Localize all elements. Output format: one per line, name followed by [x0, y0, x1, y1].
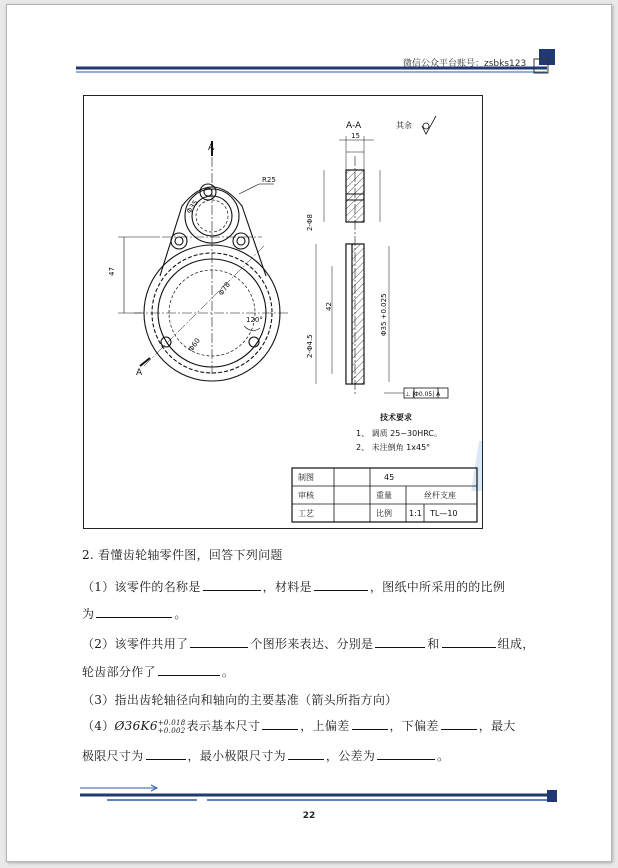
q1-text-e: 。: [174, 607, 187, 621]
q4-max-blank[interactable]: [146, 747, 186, 760]
section-mark-a-top: A: [208, 143, 215, 153]
q4-basic-blank[interactable]: [262, 717, 298, 730]
q4-sup-upper: +0.018: [157, 718, 186, 727]
q4-lower-blank[interactable]: [441, 717, 477, 730]
section-mark-a-bottom: A: [136, 368, 143, 378]
tb-r3c3: 1:1: [409, 509, 422, 518]
front-view-labels: [108, 143, 276, 378]
q2-view1-blank[interactable]: [375, 635, 425, 648]
q4-text-f: 极限尺寸为: [82, 749, 144, 763]
tolerance-frame-label: ⊥ |Φ0.05| A: [405, 391, 441, 398]
tech-requirements: [356, 412, 442, 452]
question-2-line-1: [82, 635, 535, 652]
header-bar: [7, 5, 611, 85]
section-label: A-A: [346, 121, 362, 131]
q2-text-e: 轮齿部分作了: [82, 665, 156, 679]
q4-sup-lower: +0.002: [157, 726, 186, 735]
q1-text-c: ，图纸中所采用的的比例: [369, 580, 506, 594]
header-account-text: 微信公众平台账号：zsbks123: [403, 59, 527, 69]
q2-text-d: 组成，: [497, 637, 535, 651]
q2-count-blank[interactable]: [190, 635, 248, 648]
drawing-canvas: [84, 96, 482, 528]
tech-item-1: 1、 调质 25~30HRC。: [356, 429, 442, 438]
dia-78-label: Φ78: [217, 280, 232, 298]
question-4-line-1: [82, 717, 516, 735]
radius-label: R25: [262, 176, 276, 184]
q4-text-c: ，上偏差: [300, 719, 350, 733]
angle-label: 120°: [246, 316, 263, 324]
tech-item-2: 2、 未注倒角 1x45°: [356, 443, 431, 452]
q4-text-i: 。: [437, 749, 450, 763]
section-view: [316, 116, 448, 398]
hole-spec-label: 2-Φ8: [306, 214, 314, 231]
question-1-line-2: [82, 605, 187, 622]
q4-text-b: 表示基本尺寸: [186, 719, 261, 733]
tb-r3c4: TL—10: [430, 509, 458, 518]
question-4-line-2: [82, 747, 449, 764]
q1-name-blank[interactable]: [203, 578, 261, 591]
dia-fit-label: Φ35 +0.025: [380, 293, 388, 336]
tb-r3c1: 工艺: [298, 509, 314, 518]
q4-symbol: Ø36K6: [114, 719, 158, 733]
hole-spec2-label: 2-Φ4.5: [306, 334, 314, 358]
engineering-drawing: [83, 95, 483, 529]
q2-text-a: （2）该零件共用了: [82, 637, 189, 651]
tb-r2c3: 丝杆支座: [424, 491, 456, 500]
q4-text-e: ，最大: [478, 719, 516, 733]
question-3: （3）指出齿轮轴径向和轴向的主要基准（箭头所指方向）: [82, 693, 398, 707]
dim-42-label: 42: [325, 302, 333, 311]
q2-text-b: 个图形来表达、分别是: [250, 637, 374, 651]
q2-text-f: 。: [221, 665, 235, 679]
q2-teeth-blank[interactable]: [158, 663, 220, 676]
dim-15-label: 15: [351, 132, 360, 140]
q1-scale-blank[interactable]: [96, 605, 172, 618]
tb-r2c1: 审核: [298, 491, 314, 500]
question-1-line-1: [82, 578, 505, 595]
q4-min-blank[interactable]: [288, 747, 324, 760]
page-number: 22: [302, 811, 316, 821]
document-page: [6, 4, 612, 862]
title-block-text: [298, 472, 458, 518]
remaining-label: 其余: [396, 121, 412, 130]
tb-r2c2: 重量: [376, 491, 392, 500]
q4-text-d: ，下偏差: [389, 719, 439, 733]
question-title: 2. 看懂齿轮轴零件图，回答下列问题: [82, 548, 283, 562]
question-2-line-2: [82, 663, 234, 680]
q1-text-b: ，材料是: [262, 580, 312, 594]
tb-r1c2: 45: [384, 473, 395, 482]
q2-view2-blank[interactable]: [442, 635, 496, 648]
section-view-labels: [306, 120, 441, 398]
q1-text-a: （1）该零件的名称是: [82, 580, 201, 594]
q1-material-blank[interactable]: [314, 578, 368, 591]
dia-60-label: Φ60: [187, 336, 202, 354]
q2-text-c: 和: [427, 637, 440, 651]
dim-47-label: 47: [108, 267, 116, 276]
q4-upper-blank[interactable]: [352, 717, 388, 730]
q4-text-h: ，公差为: [325, 749, 376, 763]
dia-35-label: Φ35: [185, 198, 200, 216]
q1-text-d: 为: [82, 607, 95, 621]
footer-bar: [7, 780, 611, 810]
tb-r3c2: 比例: [376, 509, 392, 518]
q4-text-a: （4）: [82, 719, 115, 733]
q4-deviation: [158, 719, 186, 735]
q4-text-g: ，最小极限尺寸为: [187, 749, 286, 763]
tb-r1c1: 制图: [298, 473, 314, 482]
q4-tolerance-blank[interactable]: [377, 747, 435, 760]
tech-title: 技术要求: [380, 413, 412, 422]
